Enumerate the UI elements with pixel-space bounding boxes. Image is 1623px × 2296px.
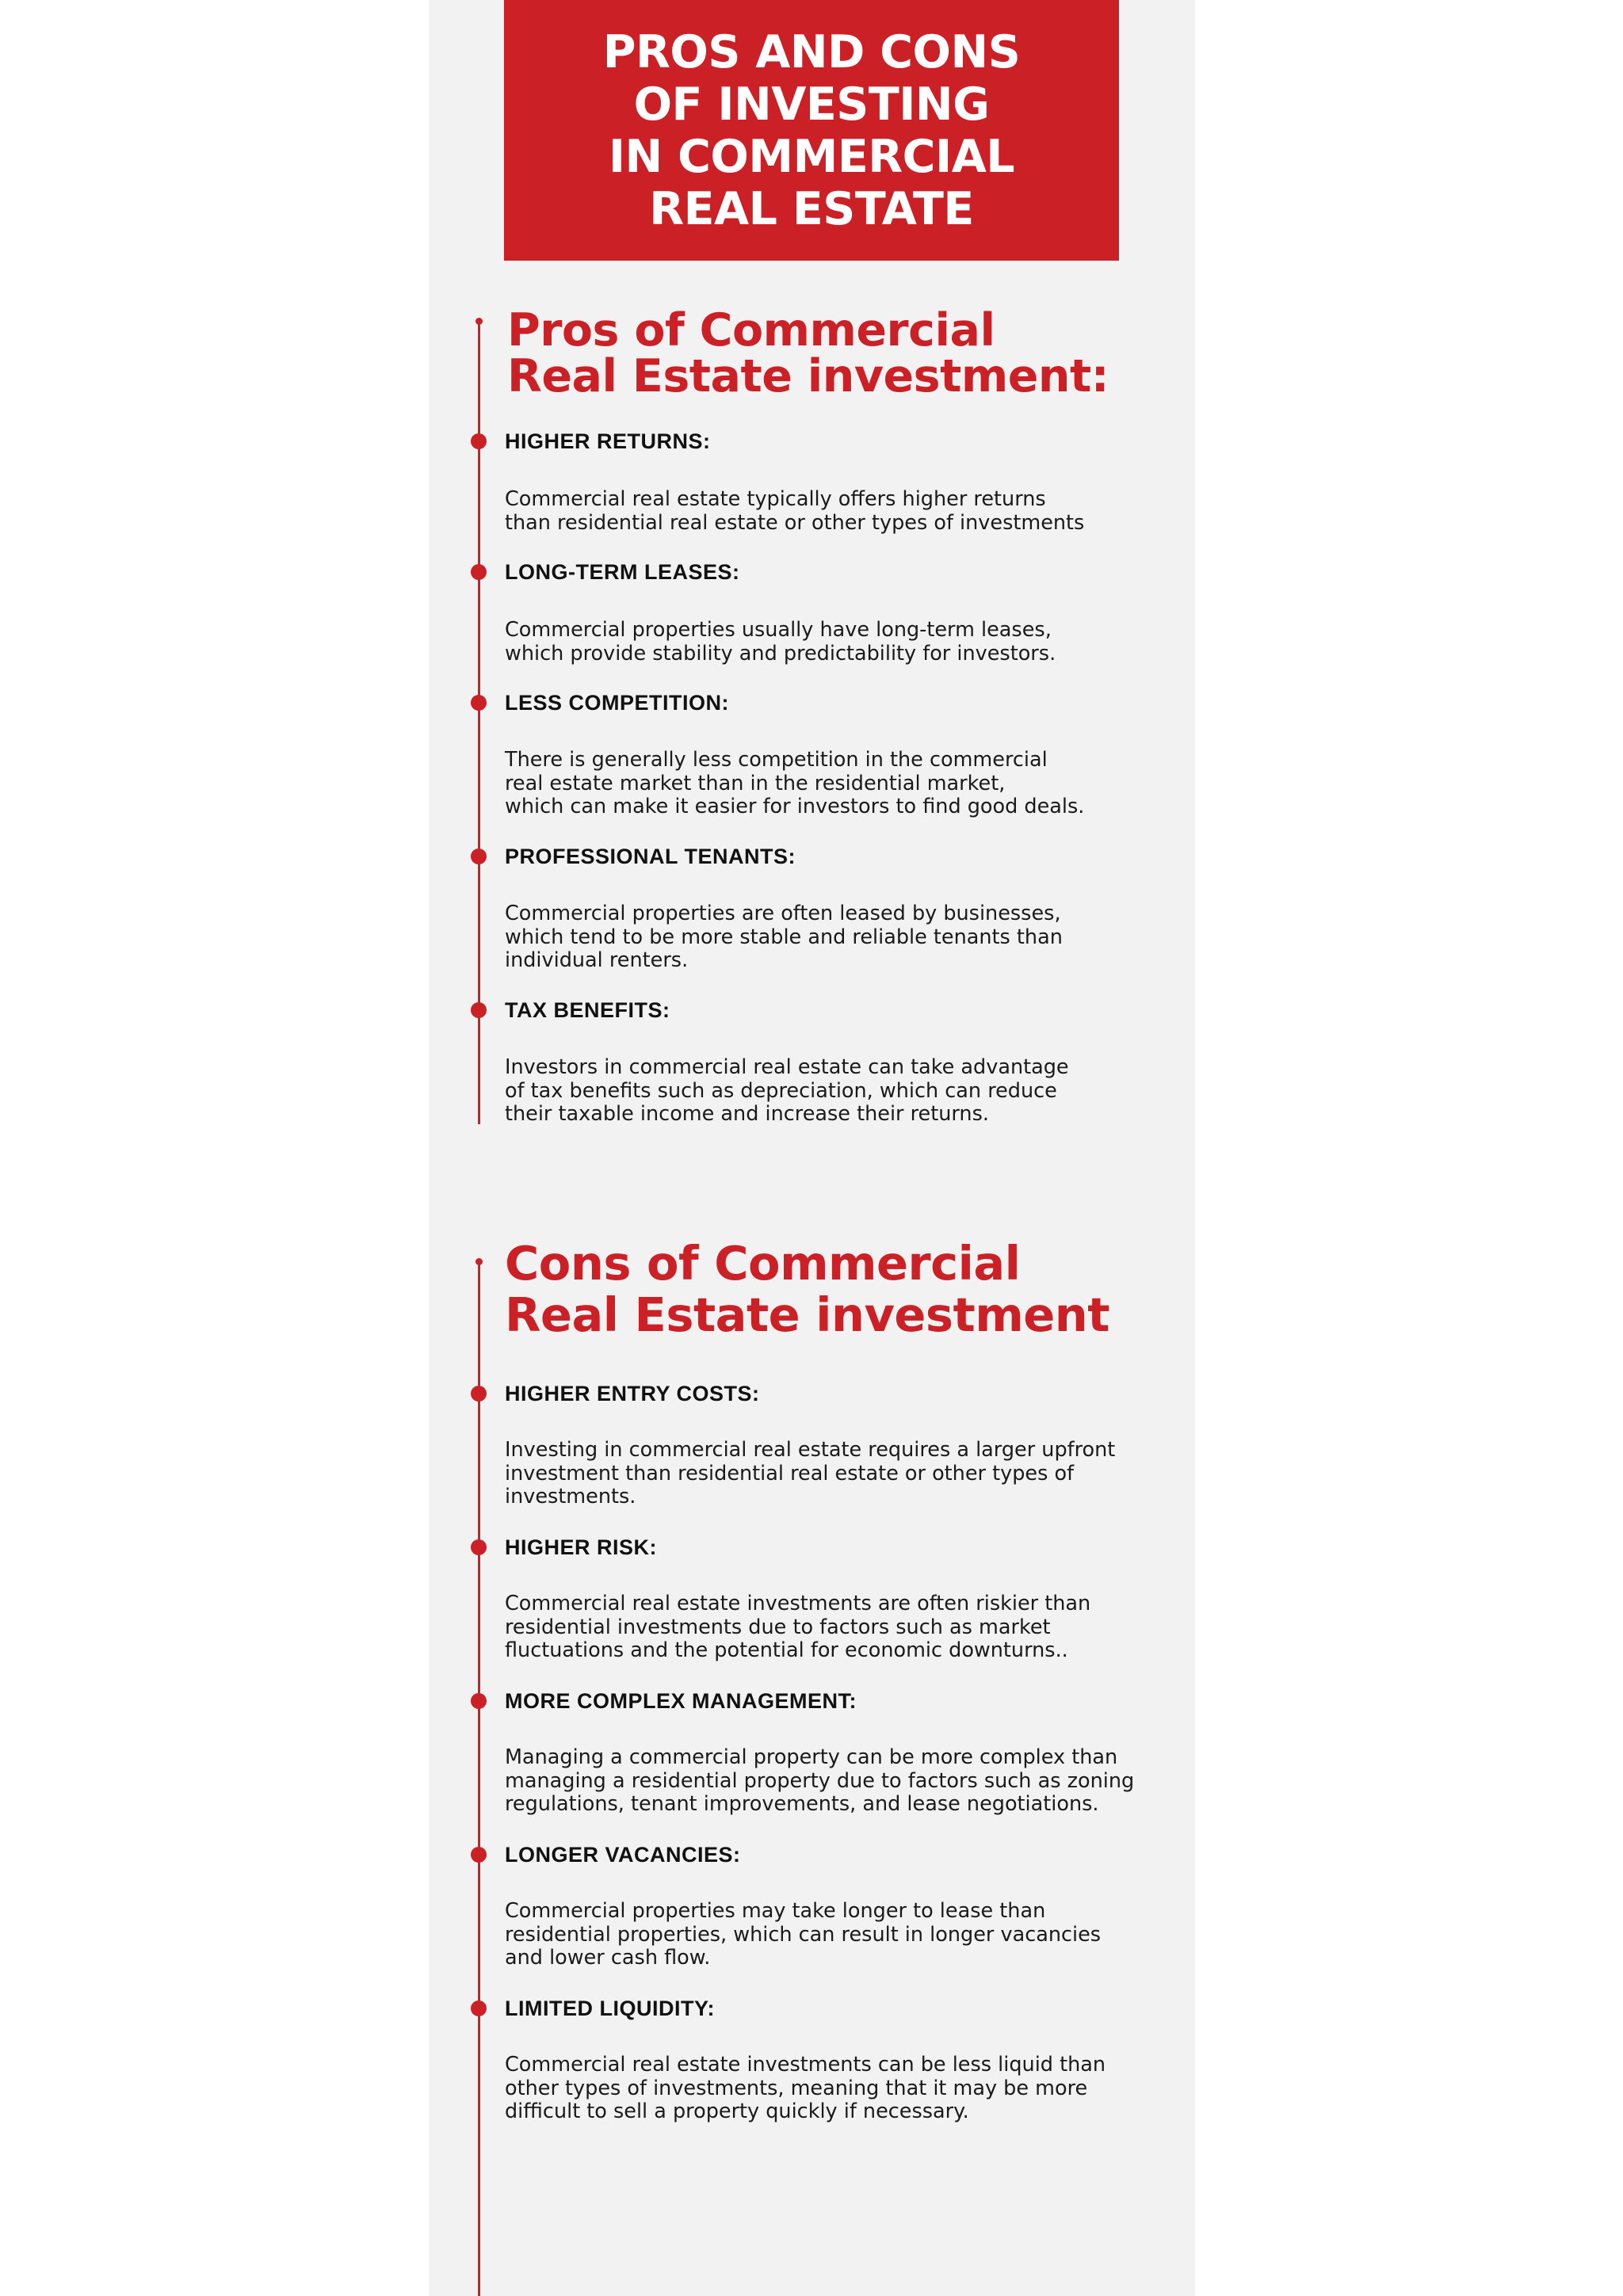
item-heading: HIGHER RETURNS: <box>505 429 711 453</box>
bullet-dot <box>471 849 487 864</box>
item-description: Commercial real estate investments can be less liquid than other types of investments, meaning that it may be more difficult to sell a property quickly if necessary. <box>505 2053 1106 2123</box>
bullet-dot <box>471 1693 487 1709</box>
item-description: Commercial properties are often leased by businesses, which tend to be more stable and reliable tenants than individual renters. <box>505 902 1063 972</box>
item-heading: PROFESSIONAL TENANTS: <box>505 845 796 868</box>
item-heading: MORE COMPLEX MANAGEMENT: <box>505 1689 857 1713</box>
bullet-dot <box>471 1539 487 1555</box>
item-heading: HIGHER ENTRY COSTS: <box>505 1382 760 1405</box>
bullet-dot <box>471 1386 487 1402</box>
bullet-dot <box>471 695 487 711</box>
title-banner <box>504 0 1119 261</box>
item-description: Commercial properties usually have long-term leases, which provide stability and predictability for investors. <box>505 618 1056 666</box>
bullet-dot <box>471 2000 487 2016</box>
bullet-dot <box>471 564 487 580</box>
item-description: There is generally less competition in the commercial real estate market than in the residential market, which can make it easier for investors to find good deals. <box>505 748 1085 818</box>
cons-section-title: Cons of Commercial Real Estate investment <box>505 1236 1109 1342</box>
item-heading: LIMITED LIQUIDITY: <box>505 1997 715 2020</box>
item-description: Investing in commercial real estate requires a larger upfront investment than residential real estate or other types of investments. <box>505 1438 1116 1508</box>
item-heading: HIGHER RISK: <box>505 1535 658 1559</box>
bullet-dot <box>471 433 487 449</box>
item-heading: LONGER VACANCIES: <box>505 1843 741 1867</box>
bullet-dot <box>471 1002 487 1018</box>
cons-timeline-line <box>478 1259 480 2296</box>
item-heading: TAX BENEFITS: <box>505 998 670 1022</box>
cons-timeline-start-dot <box>475 1258 483 1265</box>
item-heading: LONG-TERM LEASES: <box>505 560 740 584</box>
item-description: Commercial real estate typically offers higher returns than residential real estate or other types of investments <box>505 487 1085 535</box>
pros-timeline-start-dot <box>475 318 483 325</box>
bullet-dot <box>471 1847 487 1863</box>
page-title: PROS AND CONS OF INVESTING IN COMMERCIAL REAL ESTATE <box>602 25 1021 235</box>
item-description: Managing a commercial property can be more complex than managing a residential property due to factors such as zoning regulations, tenant improvements, and lease negotiations. <box>505 1745 1135 1816</box>
item-description: Commercial properties may take longer to lease than residential properties, which can result in longer vacancies and lower cash flow. <box>505 1899 1102 1970</box>
item-description: Commercial real estate investments are often riskier than residential investments due to factors such as market fluctuations and the potential for economic downturns.. <box>505 1592 1091 1662</box>
pros-section-title: Pros of Commercial Real Estate investment: <box>507 304 1109 402</box>
item-heading: LESS COMPETITION: <box>505 691 730 715</box>
item-description: Investors in commercial real estate can take advantage of tax benefits such as depreciation, which can reduce their taxable income and increase their returns. <box>505 1055 1069 1126</box>
